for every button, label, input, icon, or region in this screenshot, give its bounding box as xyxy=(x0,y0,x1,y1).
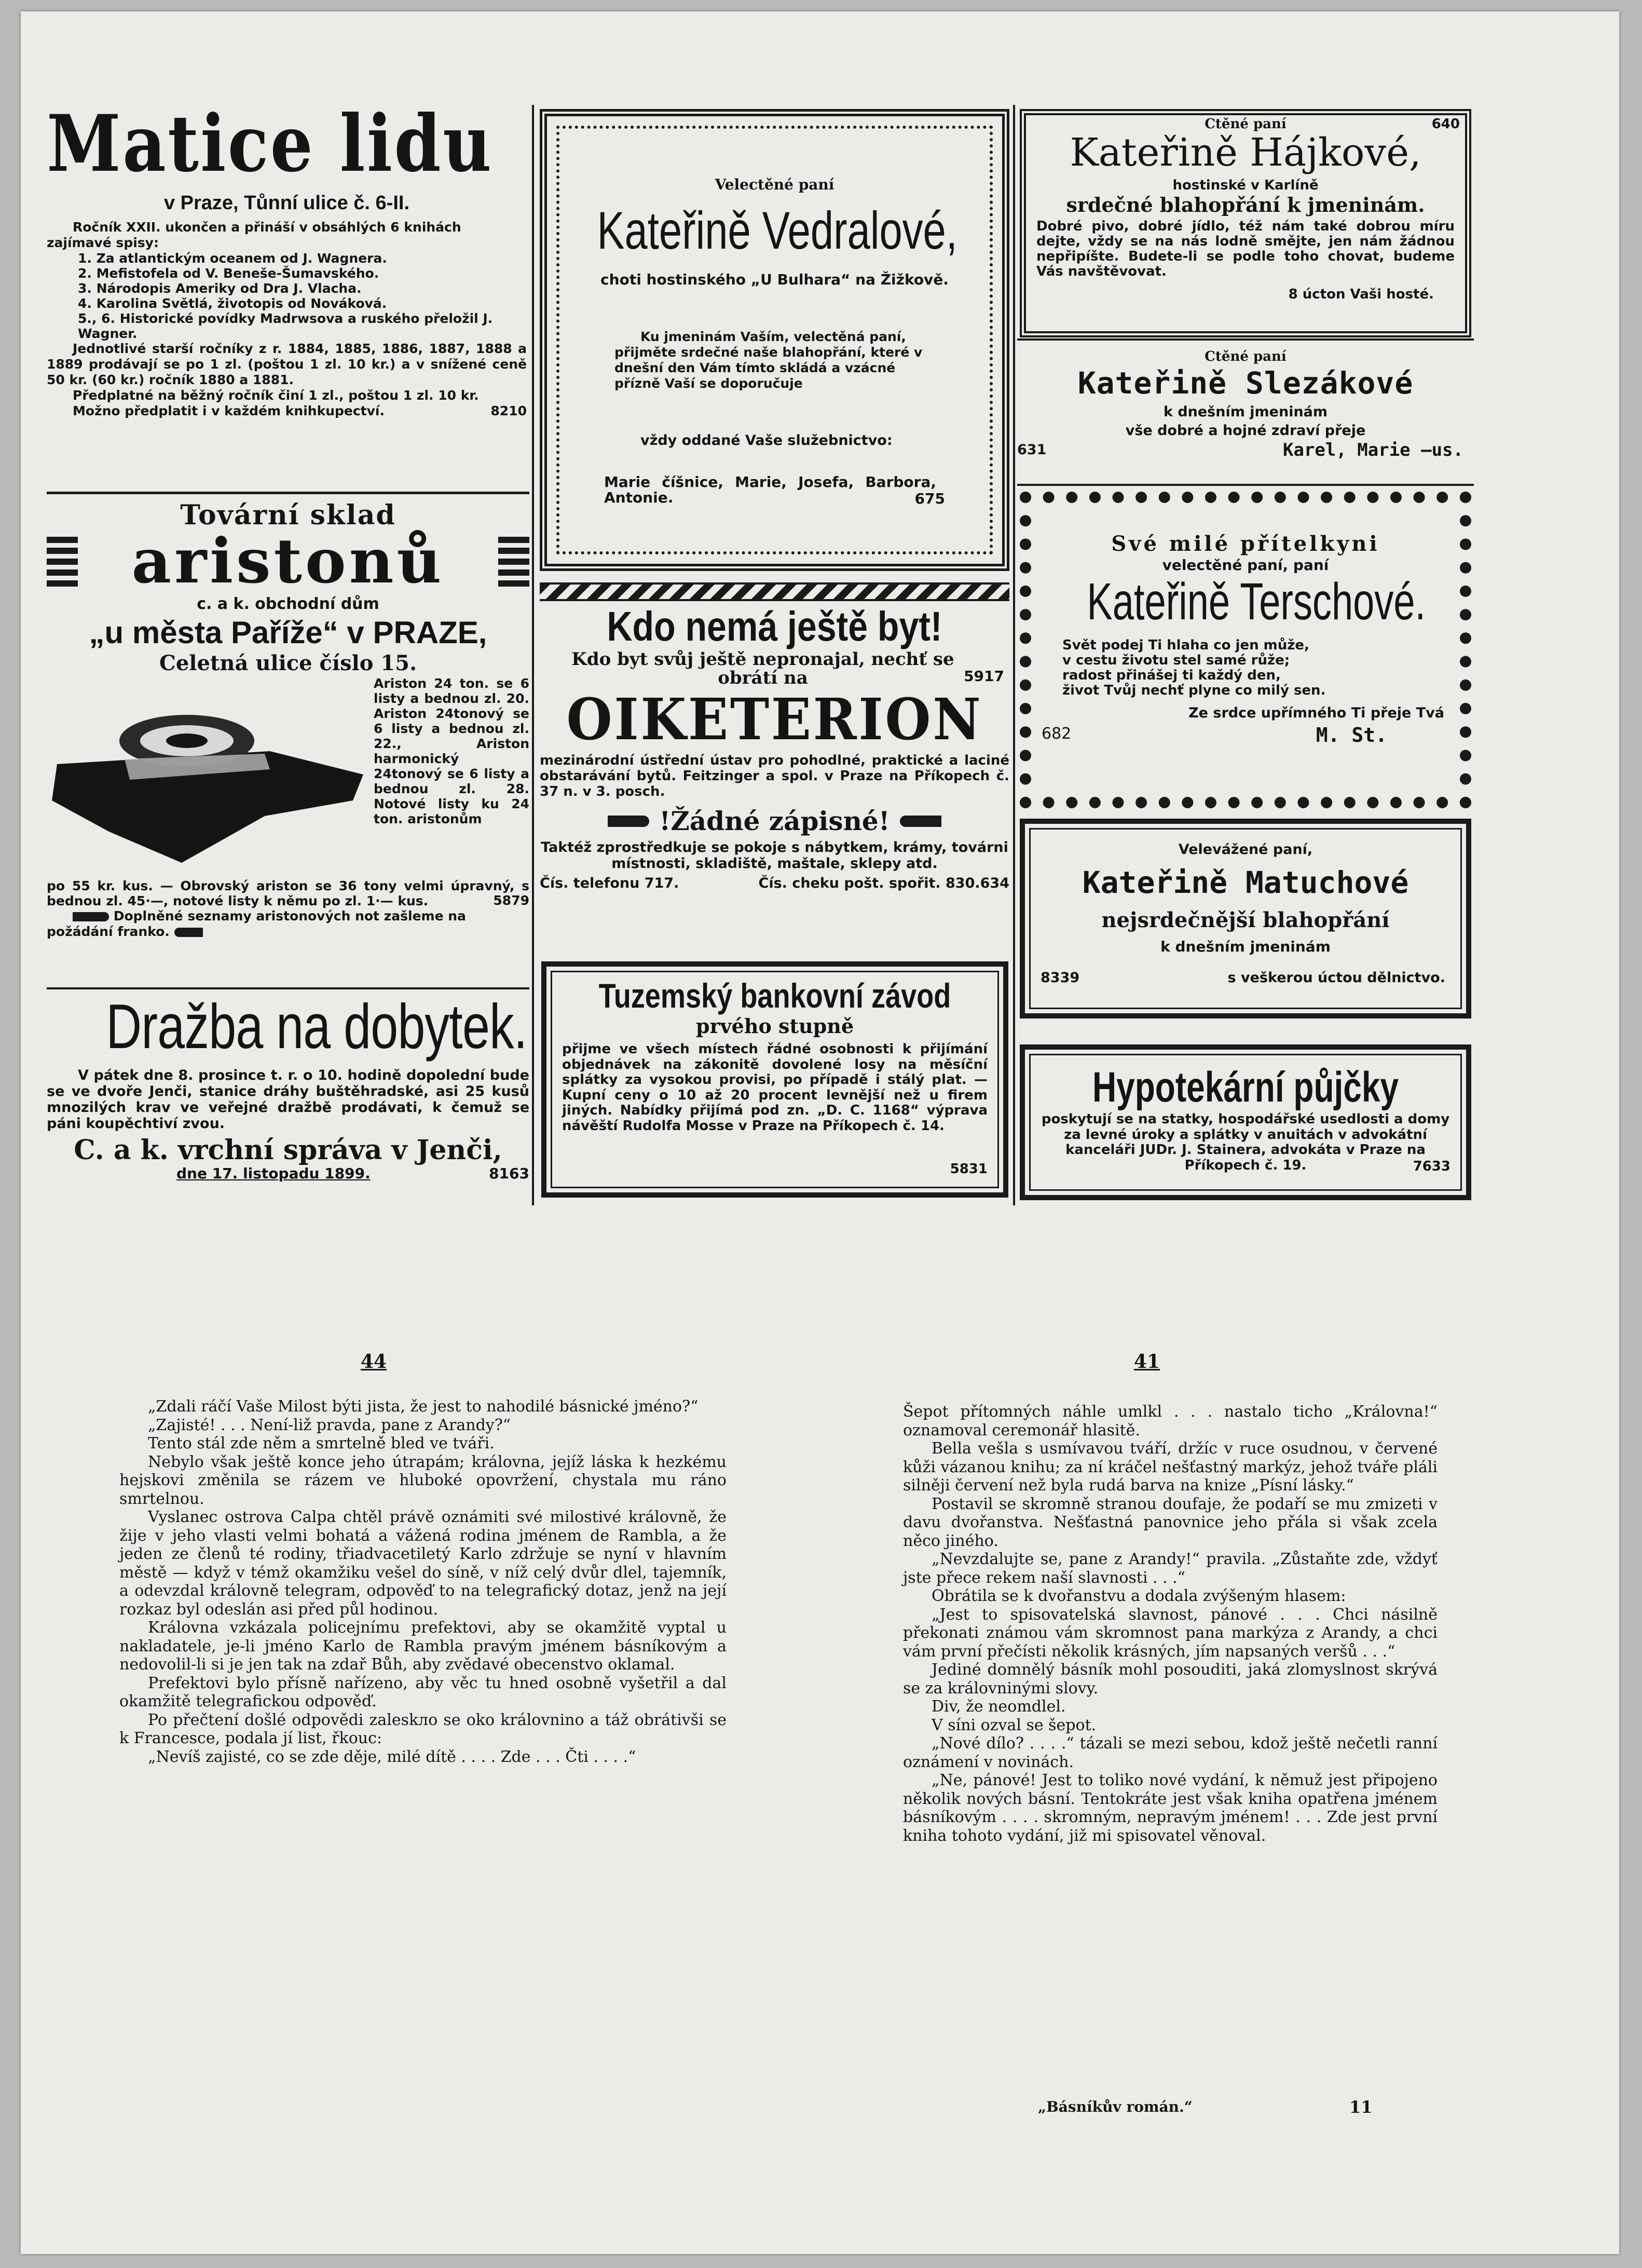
novel-paragraph: Královna vzkázala policejnímu prefektovi, aby se okamžitě vyptal u nakladatele, je-li jméno Karlo de Rambla pravým jménem básníkovým a nedovolil-li si je jen tak na zdař Bůh, aby zvědavé obecenstvo oklamal. xyxy=(119,1619,727,1674)
aristony-street: Celetná ulice číslo 15. xyxy=(159,651,417,675)
matice-note-2-num: 8210 xyxy=(490,403,527,418)
list-item: 2. Mefistofela od V. Beneše-Šumavského. xyxy=(78,266,379,281)
novel-paragraph: Nebylo však ještě konce jeho útrapám; královna, jejíž láska k hezkému hejskovi změnila se rázem ve hluboké opovržení, chystala mu ráno smrtelnou. xyxy=(119,1452,727,1508)
vedralova-text: Ku jmeninám Vaším, velectěná paní, přijměte srdečné naše blahopřání, které v dnešní den Vám tímto skládá a vzácné přízně Vaší se doporučuje xyxy=(614,329,923,391)
matuchova-line: k dnešním jmeninám xyxy=(1160,938,1331,955)
matice-note-2-text: Předplatné na běžný ročník činí 1 zl., poštou 1 zl. 10 kr. xyxy=(73,388,479,403)
divider xyxy=(47,987,529,989)
aristony-foot-text: Doplněné seznamy aristonových not zašleme na požádání franko. xyxy=(47,908,466,939)
hajkova-num: 640 xyxy=(1431,116,1460,132)
stripes-left xyxy=(47,537,78,591)
list-item: 4. Karolina Světlá, životopis od Nováková. xyxy=(78,296,387,311)
oiketerion-also: Taktéž zprostředkuje se pokoje s nábytkem, krámy, továrni místnosti, skladiště, maštale, sklepy atd. xyxy=(541,839,1008,872)
oiketerion-contacts xyxy=(540,876,1009,894)
aristony-sub: c. a k. obchodní dům xyxy=(197,595,379,613)
hajkova-sign: 8 úcton Vaši hosté. xyxy=(1288,287,1434,302)
aristony-header: Tovární sklad xyxy=(180,499,396,531)
terschova-sign: M. St. xyxy=(1316,724,1387,746)
matice-note-3: Možno předplatit i v každém knihkupectví. xyxy=(73,403,385,418)
aristony-foot xyxy=(47,908,529,940)
pointing-hand-icon xyxy=(608,816,649,827)
matice-lidu-ad xyxy=(47,98,527,419)
novel-right-page xyxy=(903,1403,1438,1845)
slezakova-sign: Karel, Marie —us. xyxy=(1283,440,1463,460)
oiketerion-line-row xyxy=(540,650,1009,686)
drazba-title xyxy=(47,993,529,1060)
matice-intro: Ročník XXII. ukončen a přináší v obsáhlých 6 knihách zajímavé spisy: xyxy=(47,220,461,250)
left-page-number: 44 xyxy=(360,1351,387,1373)
hypoteky-num: 7633 xyxy=(1413,1159,1451,1174)
bank-sub: prvého stupně xyxy=(696,1014,854,1038)
aristony-desc: Ariston 24 ton. se 6 listy a bednou zl. 20. Ariston 24tonový se 6 listy a bednou zl. 22., Ariston harmonický 24tonový se 6 listy a bednou zl. 28. Notové listy ku 24 ton. aristonům xyxy=(374,676,529,826)
novel-paragraph: „Zajisté! . . . Není-liž pravda, pane z Arandy?“ xyxy=(148,1416,511,1434)
column-divider xyxy=(1013,105,1015,1205)
divider xyxy=(47,492,529,494)
novel-paragraph: Jediné domnělý básník mohl posouditi, jaká zlomyslnost skrývá se za královninými slovy. xyxy=(903,1661,1438,1697)
matuchova-wish: nejsrdečnější blahopřání xyxy=(1101,908,1390,932)
poem-line: Svět podej Ti hlaha co jen může, xyxy=(1062,637,1309,653)
novel-paragraph: Prefektovi bylo přísně nařízeno, aby věc tu hned osobně vyšetřil a dal okamžitě telegrafickou odpověď. xyxy=(119,1674,727,1710)
aristony-ad xyxy=(47,499,529,940)
matice-note-1: Jednotlivé starší ročníky z r. 1884, 1885, 1886, 1887, 1888 a 1889 prodávají se po 1 zl. (poštou 1 zl. 10 kr.) a v snížené ceně 50 kr. (60 kr.) ročník 1880 a 1881. xyxy=(47,341,527,387)
novel-paragraph: Vyslanec ostrova Calpa chtěl právě oznámiti své milostivé královně, že žije v jeho vlasti velmi bohatá a vážená rodina jménem de Rambla, a že jeden ze členů té rodiny, třiadvacetiletý Karlo zdržuje se nyní v hlavním městě — když v témž okamžiku vešel do síně, v níž celý dvůr dlel, tajemník, a odevzdal královně telegram, odpověď to na telegrafický dotaz, jenž na její rozkaz byl odeslán asi před půl hodinou. xyxy=(119,1508,727,1619)
oiketerion-cheque: Čís. cheku pošt. spořit. 830.634 xyxy=(758,875,1009,891)
drazba-office: C. a k. vrchní správa v Jenči, xyxy=(74,1134,502,1166)
novel-paragraph: Šepot přítomných náhle umlkl . . . nastalo ticho „Královna!“ oznamoval ceremonář hlasitě. xyxy=(903,1403,1438,1439)
aristony-num: 5879 xyxy=(493,893,529,908)
bank-num: 5831 xyxy=(950,1161,988,1177)
stripes-right xyxy=(498,537,529,591)
oiketerion-desc: mezinárodní ústřední ústav pro pohodlné, praktické a laciné obstarávání bytů. Feitzinger a spol. v Praze na Příkopech č. 37 n. v 3. posch. xyxy=(540,753,1009,799)
poem-line: život Tvůj nechť plyne co milý sen. xyxy=(1062,683,1326,698)
aristony-title-row xyxy=(47,525,529,597)
divider xyxy=(1017,484,1474,486)
column-divider xyxy=(532,105,534,1205)
drazba-date-row xyxy=(47,1166,529,1184)
novel-paragraph: Obrátila se k dvořanstvu a dodala zvýšeným hlasem: xyxy=(932,1587,1346,1605)
drazba-title-text: Dražba na dobytek. xyxy=(106,991,527,1062)
hajkova-wish: srdečné blahopřání k jmeninám. xyxy=(1066,193,1425,216)
terschova-ad xyxy=(1020,492,1471,808)
poem-line: v cestu životu stel samé růže; xyxy=(1062,653,1290,668)
terschova-greet-2: velectěné paní, paní xyxy=(1162,556,1329,574)
terschova-wish: Ze srdce upřímného Ti přeje Tvá xyxy=(1188,705,1444,721)
novel-paragraph: „Nevzdalujte se, pane z Arandy!“ pravila. „Zůstaňte zde, vždyť jste přece rekem naší slavnosti . . .“ xyxy=(903,1550,1438,1587)
vedralova-servants: vždy oddané Vaše služebnictvo: xyxy=(640,432,893,449)
novel-footer-num: 11 xyxy=(1349,2097,1373,2117)
slezakova-num: 631 xyxy=(1017,442,1047,458)
novel-footer-title: „Básníkův román.“ xyxy=(1038,2098,1193,2115)
slezakova-name: Kateřině Slezákové xyxy=(1077,365,1414,401)
vedralova-sub: choti hostinského „U Bulhara“ na Žižkově. xyxy=(600,271,949,288)
ariston-music-box-image xyxy=(47,697,374,868)
oiketerion-nofee: !Žádné zápisné! xyxy=(659,806,890,836)
novel-left-page xyxy=(119,1397,727,1766)
matice-title: Matice lidu xyxy=(47,98,494,189)
list-item: 1. Za atlantickým oceanem od J. Wagnera. xyxy=(78,251,387,266)
slezakova-greeting: Ctěné paní xyxy=(1205,349,1287,364)
vedralova-ad xyxy=(540,109,1009,571)
matice-address: v Praze, Tůnní ulice č. 6-II. xyxy=(163,192,410,214)
drazba-ad xyxy=(47,993,529,1184)
hypoteky-text: poskytují se na statky, hospodářské usedlosti a domy za levné úroky a splátky v anuitách v advokátní kanceláři JUDr. J. Stainera, advokáta v Praze na Příkopech č. 19. xyxy=(1041,1111,1450,1173)
slezakova-line: k dnešním jmeninám xyxy=(1163,404,1328,420)
novel-paragraph: Tento stál zde něm a smrtelně bled ve tváři. xyxy=(148,1434,495,1452)
matuchova-num: 8339 xyxy=(1041,970,1080,986)
hajkova-text: Dobré pivo, dobré jídlo, též nám také dobrou míru dejte, vždy se na nás lodně smějte, jen nám žádnou nepřipíšte. Budete-li se podle toho chovat, budeme Vás navštěvovat. xyxy=(1036,219,1455,279)
novel-paragraph: Bella vešla s usmívavou tváří, držíc v ruce osudnou, v červené kůži vázanou knihu; za ní kráčel nešťastný markýz, jehož tváře pláli silněji červení než byla rudá barva na knize „Písní lásky.“ xyxy=(903,1439,1438,1495)
matice-list xyxy=(47,251,527,341)
novel-paragraph: „Zdali ráčí Vaše Milost býti jista, že jest to nahodilé básnické jméno?“ xyxy=(148,1397,699,1416)
novel-paragraph: „Ne, pánové! Jest to toliko nové vydání, k němuž jest připojeno několik nových básní. Tentokráte jest však kniha opatřena jménem básníkovým . . . . skromným, nepravým jménem! . . . Zde jest první kniha tohoto vydání, již mi spisovatel věnoval. xyxy=(903,1771,1438,1845)
hajkova-ad xyxy=(1020,109,1471,337)
oiketerion-line: Kdo byt svůj ještě nepronajal, nechť se obrátí na xyxy=(571,649,954,688)
bank-ad xyxy=(541,961,1008,1198)
newspaper-page xyxy=(21,11,1619,2254)
novel-paragraph: „Nevíš zajisté, co se zde děje, milé dítě . . . . Zde . . . Čti . . . .“ xyxy=(148,1747,636,1766)
divider xyxy=(1017,338,1474,341)
drazba-num: 8163 xyxy=(489,1165,529,1182)
bank-text: přijme ve všech místech řádné osobnosti k přijímání objednávek na zákonitě dovolené losy na měsíční splátky za vysokou provisi, po případě i stálý plat. — Kupní ceny o 10 až 20 procent levnější než u firem jiných. Nabídky přijímá pod zn. „D. C. 1168“ výprava návěští Rudolfa Mosse v Praze na Příkopech č. 14. xyxy=(562,1041,988,1134)
hypoteky-ad xyxy=(1020,1044,1471,1200)
matuchova-name: Kateřině Matuchové xyxy=(1082,865,1409,900)
terschova-name: Kateřině Terschové. xyxy=(1087,573,1426,631)
aristony-middle xyxy=(47,676,529,878)
oiketerion-head: Kdo nemá ještě byt! xyxy=(607,603,942,649)
vedralova-names: Marie číšnice, Marie, Josefa, Barbora, Antonie. xyxy=(604,473,936,506)
aristony-house: „u města Paříže“ v PRAZE, xyxy=(89,615,487,650)
matuchova-ad xyxy=(1020,819,1471,1018)
oiketerion-tel: Čís. telefonu 717. xyxy=(540,875,679,891)
oiketerion-name: OIKETERION xyxy=(566,686,983,753)
pointing-hand-icon xyxy=(73,912,109,921)
aristony-title: aristonů xyxy=(131,525,445,597)
slezakova-wish: vše dobré a hojné zdraví přeje xyxy=(1125,423,1366,439)
hajkova-greeting: Ctěné paní xyxy=(1205,116,1287,132)
oiketerion-ad xyxy=(540,603,1009,894)
list-item: 5., 6. Historické povídky Madrwsova a ruského přeložil J. Wagner. xyxy=(78,311,493,341)
vedralova-name: Kateřině Vedralové, xyxy=(597,201,957,260)
hajkova-sub: hostinské v Karlíně xyxy=(1172,178,1319,193)
slezakova-ad xyxy=(1017,346,1474,481)
novel-paragraph: Div, že neomdlel. xyxy=(932,1697,1066,1716)
oiketerion-num: 5917 xyxy=(964,668,1004,685)
hajkova-name: Kateřině Hájkové, xyxy=(1070,130,1421,175)
poem-line: radost přinášej ti každý den, xyxy=(1062,668,1281,683)
matuchova-greeting: Velevážené paní, xyxy=(1178,841,1313,858)
terschova-poem xyxy=(1062,638,1325,698)
vedralova-greeting: Velectěné paní xyxy=(715,176,834,193)
novel-paragraph: Po přečtení došlé odpovědi zaleskло se oko královnino a táž obrátivši se k Francesce, podala jí list, řkouc: xyxy=(119,1710,727,1747)
novel-paragraph: V síni ozval se šepot. xyxy=(932,1716,1097,1734)
pointing-hand-icon xyxy=(900,816,941,827)
oiketerion-nofee-row xyxy=(540,806,1009,836)
aristony-desc-2: po 55 kr. kus. — Obrovský ariston se 36 tony velmi úpravný, s bednou zl. 45·—, notové listy k němu po zl. 1·— kus. xyxy=(47,878,529,908)
novel-paragraph: Postavil se skromně stranou doufaje, že podaří se mu zmizeti v davu dvořanstva. Nešťastná panovnice jeho přála si však zcela něco jiného. xyxy=(903,1495,1438,1550)
terschova-num: 682 xyxy=(1042,725,1072,743)
novel-paragraph: „Nové dílo? . . . .“ tázali se mezi sebou, kdož ještě nečetli ranní oznámení v novinách. xyxy=(903,1734,1438,1771)
pointing-hand-icon xyxy=(174,928,203,937)
zigzag-divider xyxy=(540,582,1009,601)
drazba-date: dne 17. listopadu 1899. xyxy=(176,1165,371,1182)
list-item: 3. Národopis Ameriky od Dra J. Vlacha. xyxy=(78,281,362,296)
right-page-number: 41 xyxy=(1133,1351,1160,1373)
novel-paragraph: „Jest to spisovatelská slavnost, pánové . . . Chci násilně překonati známou vám skromnost pana markýza z Arandy, a chci vám první přečísti několik krásných, jím napsaných veršů . . .“ xyxy=(903,1605,1438,1661)
bank-title: Tuzemský bankovní závod xyxy=(598,976,951,1015)
vedralova-num: 675 xyxy=(914,490,945,507)
drazba-text: V pátek dne 8. prosince t. r. o 10. hodině dopolední bude se ve dvoře Jenči, stanice dráhy buštěhradské, asi 25 kusů mnozilých krav ve veřejné dražbě prodávati, k čemuž se páni koupěchtiví zvou. xyxy=(47,1067,529,1132)
terschova-greet-1: Své milé přítelkyni xyxy=(1111,532,1380,556)
hypoteky-title: Hypotekární půjčky xyxy=(1092,1064,1399,1111)
matuchova-sign: s veškerou úctou dělnictvo. xyxy=(1227,970,1445,986)
